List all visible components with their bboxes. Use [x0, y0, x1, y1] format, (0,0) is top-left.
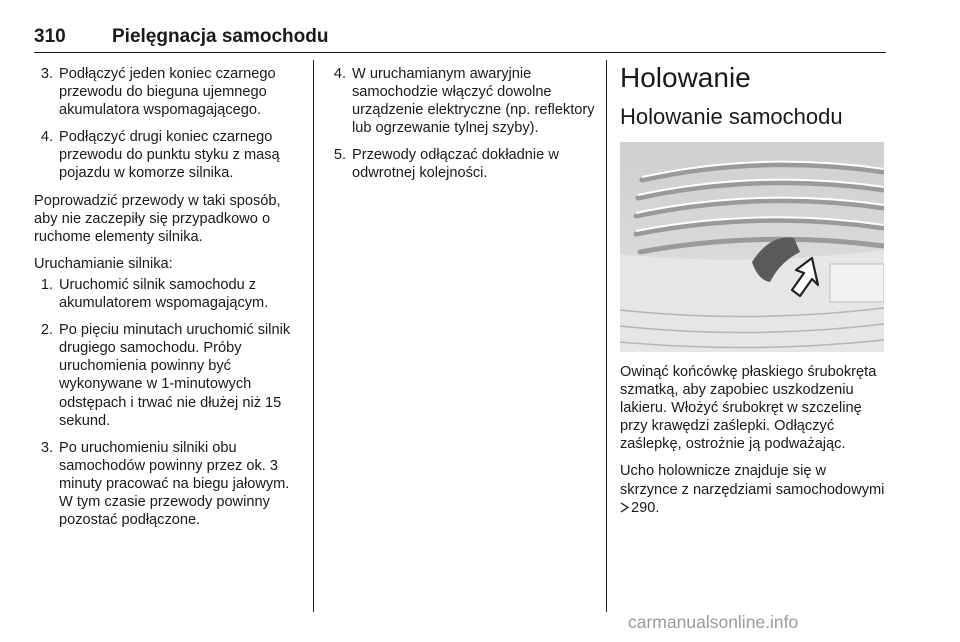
paragraph-label: Uruchamianie silnika: — [34, 255, 173, 272]
list-item-text: Podłączyć drugi koniec czarnego przewodu do punktu styku z masą pojazdu w komorze silnika. — [59, 129, 280, 182]
list-item-number: 1. — [40, 276, 53, 293]
section-title: Pielęgnacja samochodu — [112, 26, 329, 47]
list-item-number: 4. — [333, 66, 346, 82]
page-reference-link[interactable]: 290. — [631, 499, 660, 516]
list-item — [327, 146, 595, 182]
list-item-text: Po uruchomieniu silniki obu samochodów powinny przez ok. 3 minuty pracować na biegu jałowym. W tym czasie przewody powinny pozostać podłączone. — [59, 439, 290, 529]
list-item — [34, 439, 304, 529]
column-divider-2 — [606, 60, 607, 612]
page-header — [34, 26, 886, 50]
list-item — [34, 65, 304, 119]
list-item-text: Uruchomić silnik samochodu z akumulatorem wspomagającym. — [59, 276, 269, 312]
list-item-text: Podłączyć jeden koniec czarnego przewodu do bieguna ujemnego akumulatora wspomagającego. — [59, 66, 276, 119]
list-item — [327, 65, 595, 137]
list-item-number: 5. — [333, 147, 346, 164]
column-divider-1 — [313, 60, 314, 612]
list-item — [34, 321, 304, 430]
section-heading: Holowanie samochodu — [620, 104, 843, 129]
column-3 — [620, 62, 886, 526]
watermark: carmanualsonline.info — [628, 612, 799, 632]
list-item-number: 3. — [40, 439, 53, 456]
column-1 — [34, 65, 304, 538]
paragraph: Owinąć końcówkę płaskiego śrubokręta szmatką, aby zapobiec uszkodzeniu lakieru. Włożyć śrubokręt w szczelinę przy krawędzi zaślepki. Odłączyć zaślepkę, ostrożnie ją podważając. — [620, 364, 877, 453]
list-item-number: 3. — [40, 66, 53, 82]
paragraph: Poprowadzić przewody w taki sposób, aby nie zaczepiły się przypadkowo o ruchome elementy silnika. — [34, 192, 281, 245]
list-item-number: 2. — [40, 322, 53, 339]
list-item — [34, 276, 304, 312]
list-item-text: Przewody odłączać dokładnie w odwrotnej kolejności. — [352, 147, 559, 182]
paragraph-text: Ucho holownicze znajduje się w skrzynce z narzędziami samochodowymi — [620, 463, 885, 498]
bumper-tow-eye-cover-illustration — [620, 142, 884, 352]
paragraph — [620, 462, 886, 516]
list-item-number: 4. — [40, 129, 53, 146]
header-divider — [34, 52, 886, 53]
list-item-text: Po pięciu minutach uruchomić silnik drugiego samochodu. Próby uruchomienia powinny być wykonywane w 1-minutowych odstępach i trwać nie dłużej niż 15 sekund. — [59, 322, 291, 429]
page-reference-arrow-icon — [620, 502, 629, 513]
list-item-text: W uruchamianym awaryjnie samochodzie włączyć dowolne urządzenie elektryczne (np. reflektory lub ogrzewanie tylnej szyby). — [352, 66, 595, 137]
column-2 — [327, 65, 595, 192]
chapter-heading: Holowanie — [620, 62, 751, 93]
page-number: 310 — [34, 26, 66, 47]
list-item — [34, 128, 304, 182]
